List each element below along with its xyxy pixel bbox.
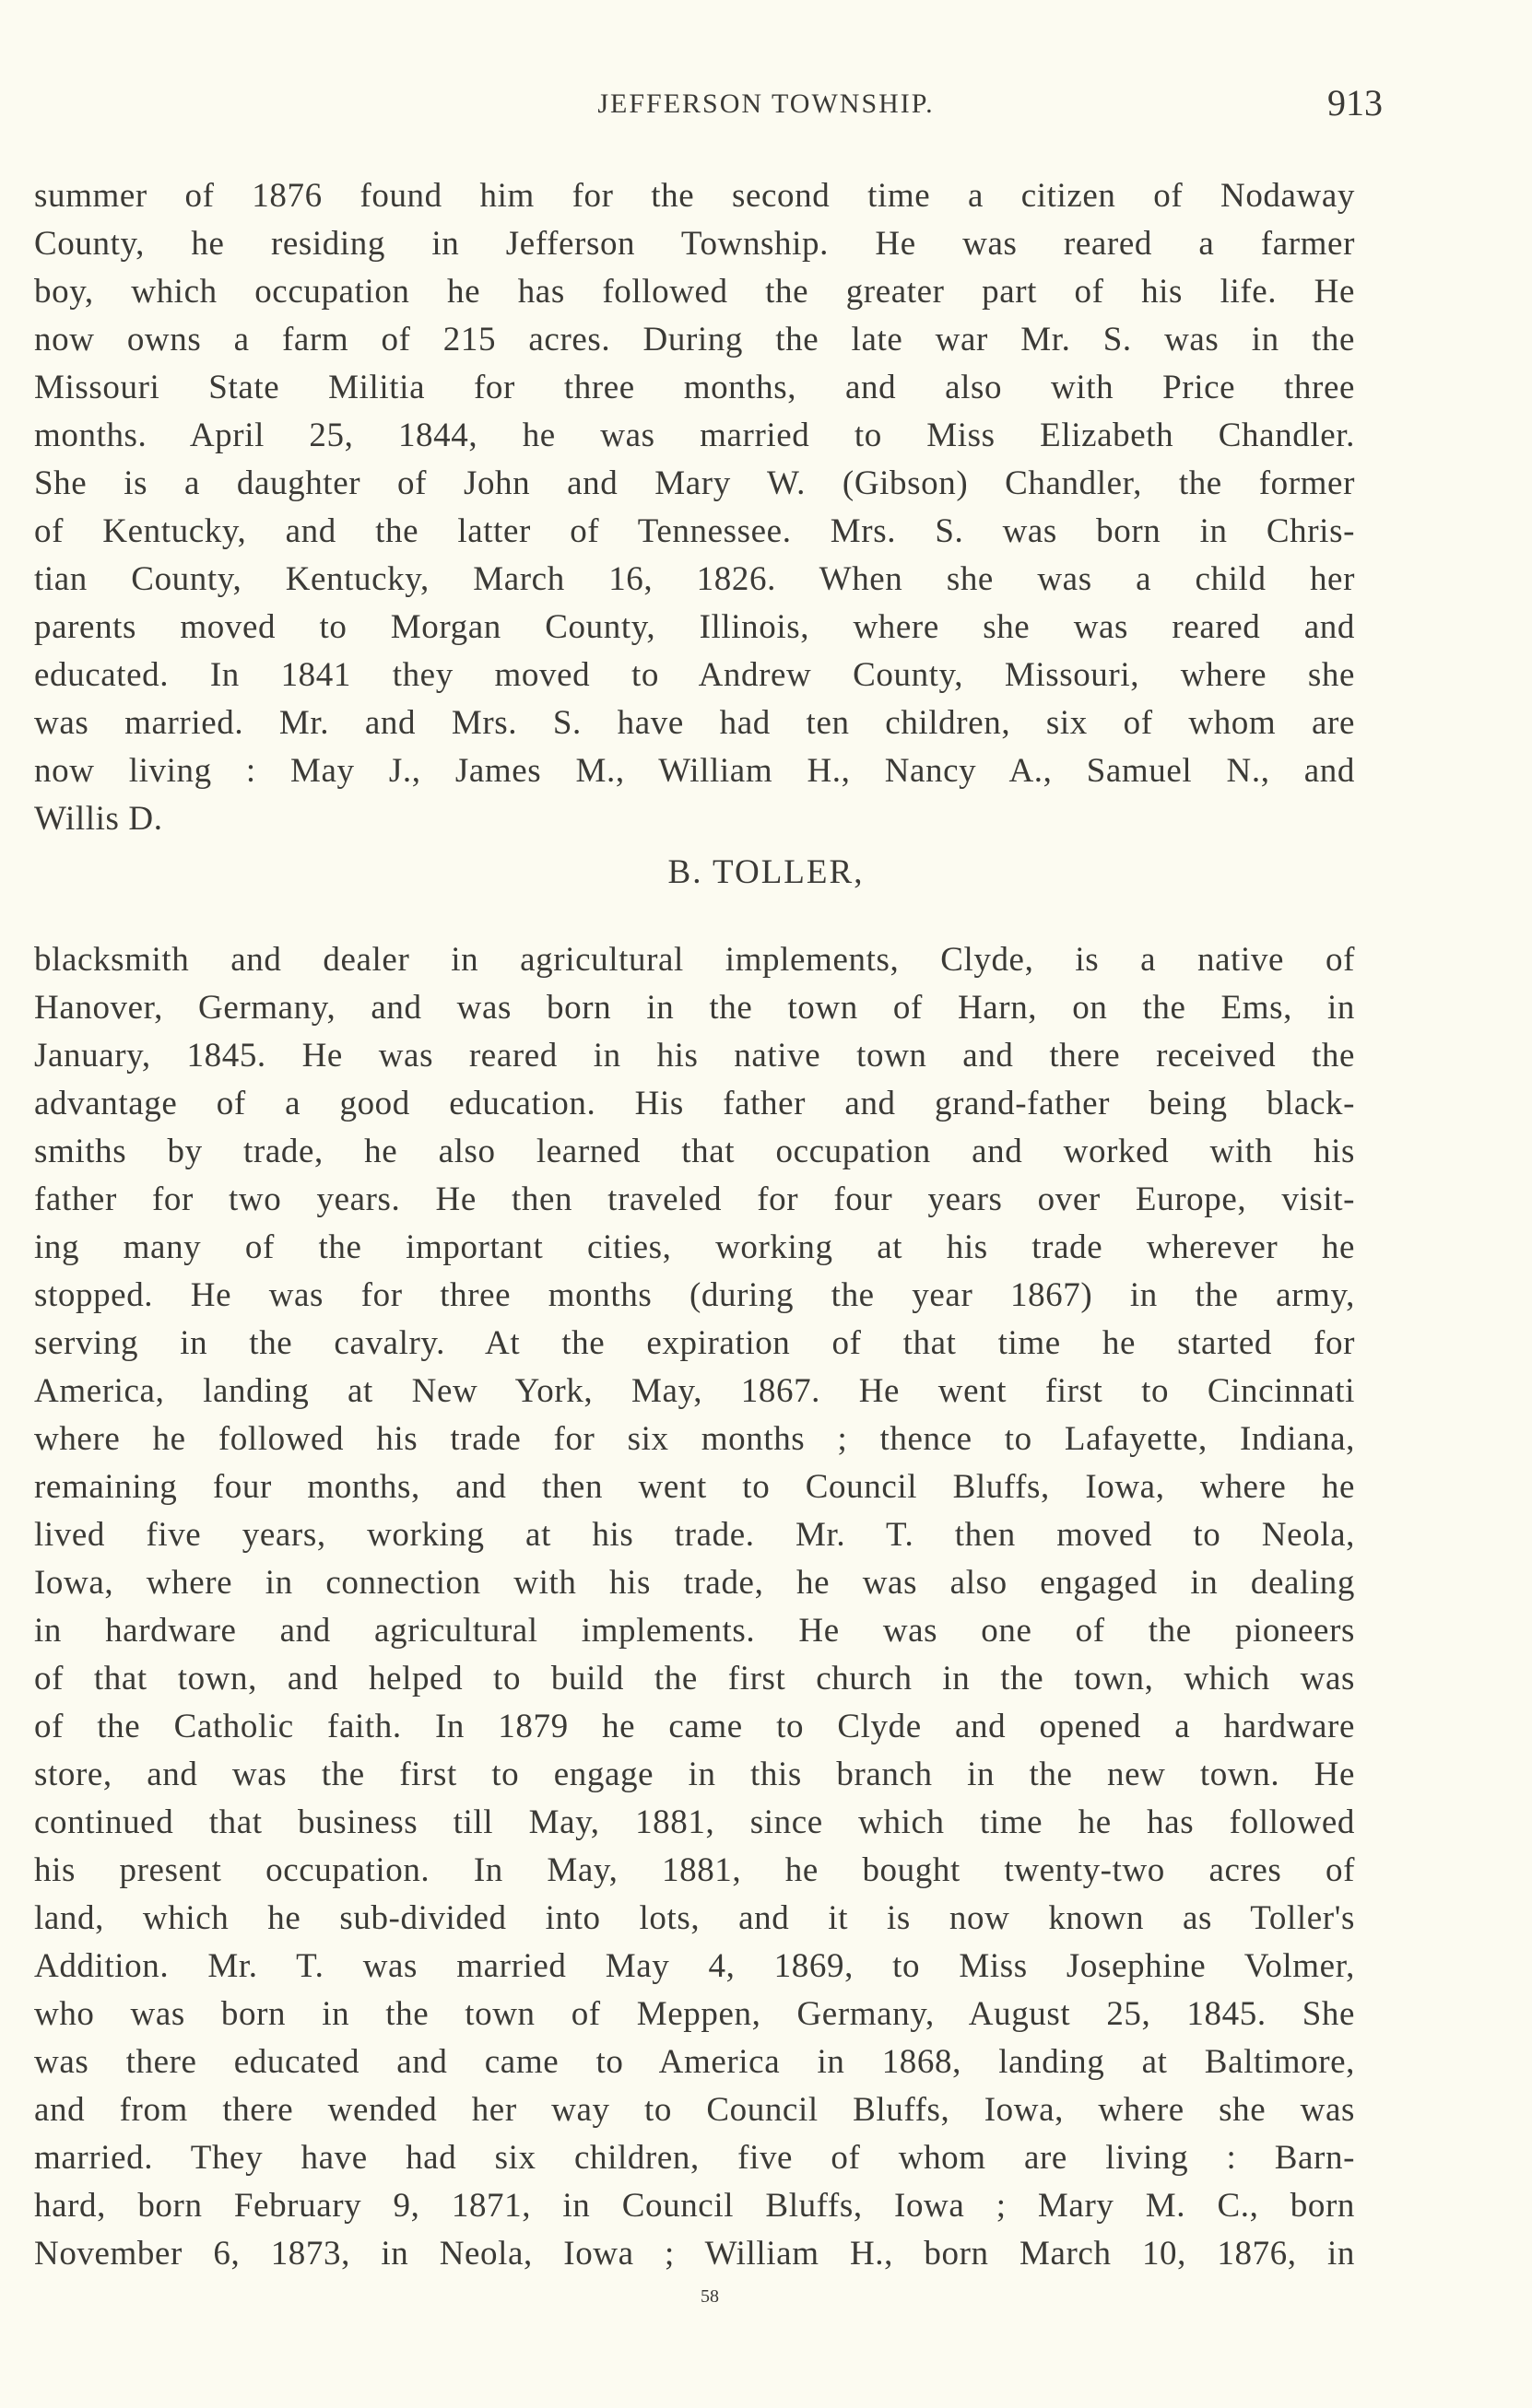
text-line: educated. In 1841 they moved to Andrew County, Missouri, where she (34, 656, 1355, 694)
text-line: was there educated and came to America in 1868, landing at Baltimore, (34, 2043, 1355, 2081)
text-line: of that town, and helped to build the first church in the town, which was (34, 1660, 1355, 1697)
text-line: Missouri State Militia for three months, and also with Price three (34, 369, 1355, 406)
text-line: Addition. Mr. T. was married May 4, 1869, to Miss Josephine Volmer, (34, 1947, 1355, 1985)
text-line: was married. Mr. and Mrs. S. have had ten children, six of whom are (34, 704, 1355, 742)
text-line: married. They have had six children, five of whom are living : Barn- (34, 2139, 1355, 2177)
text-line: tian County, Kentucky, March 16, 1826. When she was a child her (34, 560, 1355, 598)
text-line: parents moved to Morgan County, Illinois, where she was reared and (34, 608, 1355, 646)
page-number: 913 (1327, 82, 1383, 123)
signature-mark: 58 (701, 2286, 719, 2307)
text-line: America, landing at New York, May, 1867. He went first to Cincinnati (34, 1372, 1355, 1410)
text-line: store, and was the first to engage in this branch in the new town. He (34, 1756, 1355, 1793)
text-line: of the Catholic faith. In 1879 he came to Clyde and opened a hardware (34, 1708, 1355, 1745)
text-line: land, which he sub-divided into lots, and it is now known as Toller's (34, 1899, 1355, 1937)
text-line: January, 1845. He was reared in his native town and there received the (34, 1037, 1355, 1075)
text-line: boy, which occupation he has followed the greater part of his life. He (34, 273, 1355, 311)
text-line: Willis D. (34, 800, 163, 838)
text-line: County, he residing in Jefferson Township. He was reared a farmer (34, 225, 1355, 263)
text-line: Hanover, Germany, and was born in the town of Harn, on the Ems, in (34, 989, 1355, 1027)
text-line: of Kentucky, and the latter of Tennessee. Mrs. S. was born in Chris- (34, 512, 1355, 550)
paragraph-toller (34, 936, 1355, 2278)
text-line: Iowa, where in connection with his trade, he was also engaged in dealing (34, 1564, 1355, 1602)
text-line: now owns a farm of 215 acres. During the late war Mr. S. was in the (34, 321, 1355, 358)
text-line: She is a daughter of John and Mary W. (Gibson) Chandler, the former (34, 464, 1355, 502)
text-line: remaining four months, and then went to Council Bluffs, Iowa, where he (34, 1468, 1355, 1506)
text-line: advantage of a good education. His father and grand-father being black- (34, 1085, 1355, 1122)
text-line: in hardware and agricultural implements. He was one of the pioneers (34, 1612, 1355, 1650)
text-line: who was born in the town of Meppen, Germany, August 25, 1845. She (34, 1995, 1355, 2033)
text-line: now living : May J., James M., William H., Nancy A., Samuel N., and (34, 752, 1355, 790)
text-line: hard, born February 9, 1871, in Council Bluffs, Iowa ; Mary M. C., born (34, 2187, 1355, 2225)
text-line: blacksmith and dealer in agricultural implements, Clyde, is a native of (34, 941, 1355, 979)
text-line: November 6, 1873, in Neola, Iowa ; William H., born March 10, 1876, in (34, 2235, 1355, 2273)
text-line: serving in the cavalry. At the expiration of that time he started for (34, 1324, 1355, 1362)
text-line: stopped. He was for three months (during the year 1867) in the army, (34, 1276, 1355, 1314)
text-line: ing many of the important cities, working at his trade wherever he (34, 1228, 1355, 1266)
text-line: continued that business till May, 1881, since which time he has followed (34, 1803, 1355, 1841)
text-line: and from there wended her way to Council Bluffs, Iowa, where she was (34, 2091, 1355, 2129)
text-line: father for two years. He then traveled for four years over Europe, visit- (34, 1181, 1355, 1218)
section-heading: B. TOLLER, (667, 853, 865, 891)
paragraph-chandler (34, 172, 1355, 843)
running-head: JEFFERSON TOWNSHIP. (597, 88, 935, 119)
text-line: where he followed his trade for six months ; thence to Lafayette, Indiana, (34, 1420, 1355, 1458)
text-line: summer of 1876 found him for the second time a citizen of Nodaway (34, 177, 1355, 215)
text-line: lived five years, working at his trade. Mr. T. then moved to Neola, (34, 1516, 1355, 1554)
text-line: smiths by trade, he also learned that occupation and worked with his (34, 1133, 1355, 1170)
text-line: months. April 25, 1844, he was married to Miss Elizabeth Chandler. (34, 417, 1355, 454)
text-line: his present occupation. In May, 1881, he bought twenty-two acres of (34, 1851, 1355, 1889)
